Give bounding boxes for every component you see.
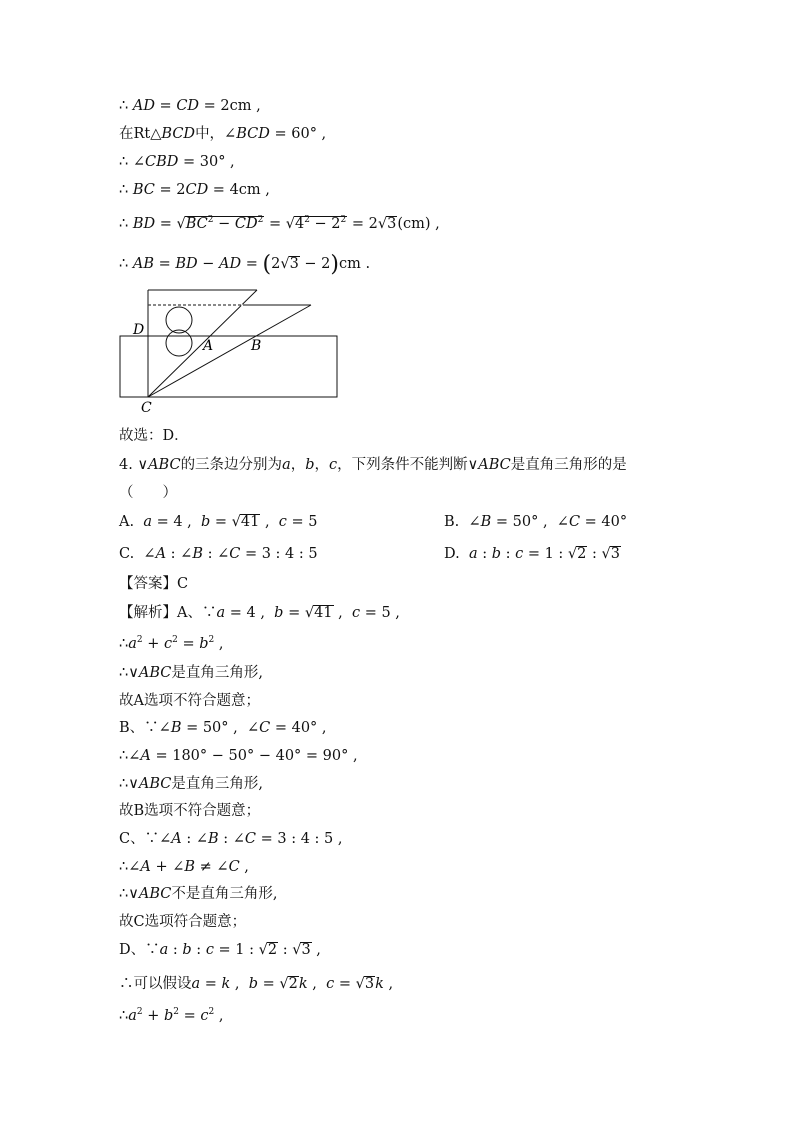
solution-line-1: ∴ AD = CD = 2cm , (119, 98, 261, 114)
option-c: C. ∠A : ∠B : ∠C = 3 : 4 : 5 (119, 546, 318, 562)
analysis-14: $\therefore a^2 + b^2 = c^2$ , (119, 1007, 224, 1024)
line-cb (148, 305, 311, 397)
option-d: D. a : b : c = 1 : √2 : √3 (444, 546, 620, 562)
answer-line: 【答案】C (119, 576, 189, 592)
analysis-9: ∴∠A + ∠B ≠ ∠C , (119, 859, 249, 875)
solution-line-6: ∴ AB = BD − AD = (2√3 − 2)cm . (119, 252, 371, 277)
analysis-0: 【解析】A、∵a = 4 , b = √41 , c = 5 , (119, 605, 400, 621)
solution-line-4: ∴ BC = 2CD = 4cm , (119, 182, 270, 198)
rectangle (120, 336, 337, 397)
solution-line-3: ∴ ∠CBD = 30° , (119, 154, 235, 170)
circle-lower (166, 330, 192, 356)
analysis-13: ∴可以假设a = k , b = √2k , c = √3k , (119, 976, 394, 992)
label-d: D (133, 322, 145, 338)
label-b: B (251, 338, 262, 354)
analysis-12: D、∵a : b : c = 1 : √2 : √3 , (119, 942, 321, 958)
label-c: C (141, 400, 152, 416)
solution-line-2: 在Rt△BCD中，∠BCD = 60° , (119, 126, 327, 142)
circle-upper (166, 307, 192, 333)
geometry-figure (115, 284, 345, 416)
analysis-4: B、∵∠B = 50° , ∠C = 40° , (119, 720, 327, 736)
option-b: B. ∠B = 50° , ∠C = 40° (444, 514, 628, 530)
conclusion-line: 故选：D． (119, 428, 189, 444)
option-a: A. a = 4 , b = √41 , c = 5 (119, 514, 318, 530)
analysis-6: ∴∨ABC是直角三角形, (119, 776, 263, 792)
analysis-2: ∴∨ABC是直角三角形, (119, 665, 263, 681)
label-a: A (203, 338, 214, 354)
analysis-7: 故B选项不符合题意； (119, 803, 261, 819)
analysis-3: 故A选项不符合题意； (119, 693, 260, 709)
solution-line-5: ∴ BD = $√BC^2 - CD^2 = √4^2 - 2^2 = 2√3(cm)$ , (119, 215, 440, 232)
question-paren: （ ） (119, 485, 177, 501)
question-stem: 4. ∨ABC的三条边分别为a，b，c，下列条件不能判断∨ABC是直角三角形的是 (119, 457, 627, 473)
analysis-1: $\therefore a^2 + c^2 = b^2$ , (119, 635, 224, 652)
analysis-11: 故C选项符合题意； (119, 914, 247, 930)
analysis-5: ∴∠A = 180° − 50° − 40° = 90° , (119, 748, 358, 764)
analysis-10: ∴∨ABC不是直角三角形, (119, 886, 278, 902)
analysis-8: C、∵∠A : ∠B : ∠C = 3 : 4 : 5 , (119, 831, 343, 847)
